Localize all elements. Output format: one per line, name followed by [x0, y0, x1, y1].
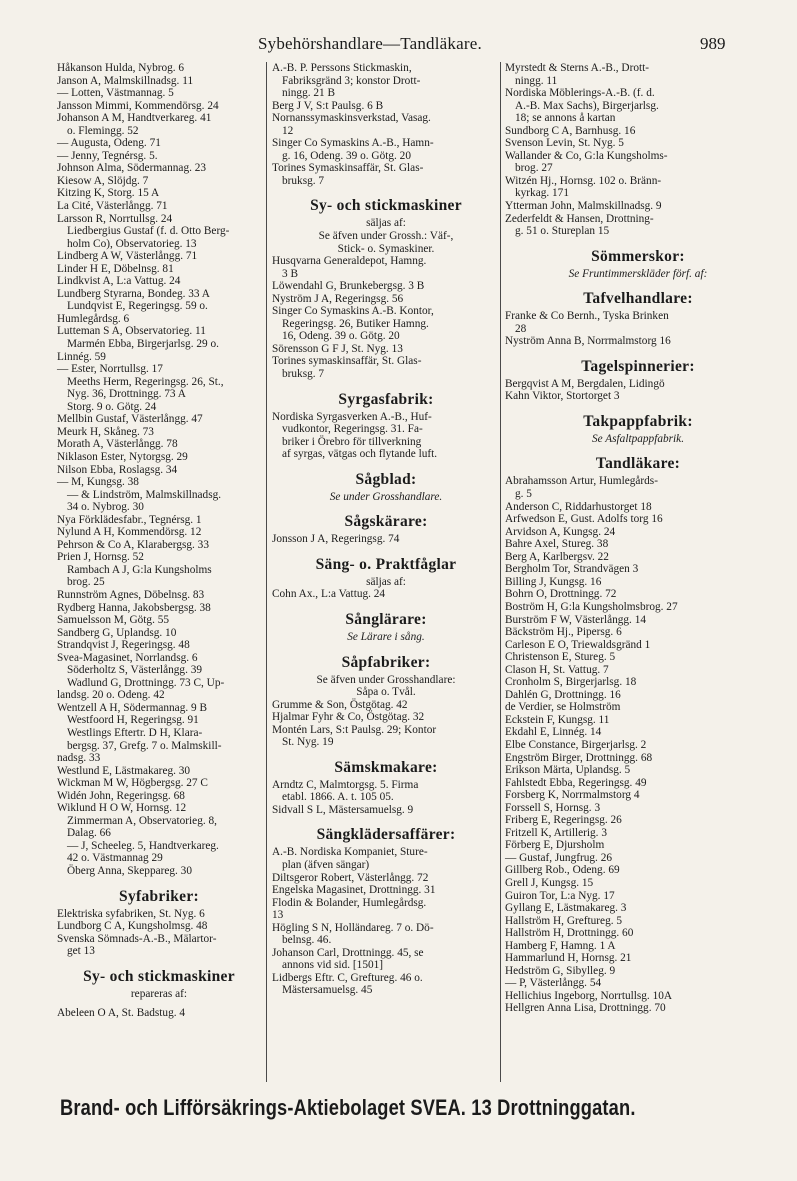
listing-line: Förberg E, Djursholm: [505, 839, 605, 852]
listing-line: Storg. 9 o. Götg. 24: [67, 400, 157, 413]
listing-line: — Jenny, Tegnérsg. 5.: [57, 149, 158, 162]
listing-line: Hjalmar Fyhr & Co, Östgötag. 32: [272, 711, 425, 724]
page-header: [0, 34, 797, 58]
listing-line: 12: [282, 124, 294, 137]
listing-line: Arndtz C, Malmtorgsg. 5. Firma: [272, 778, 419, 791]
listing-line: Forsberg K, Norrmalmstorg 4: [505, 789, 640, 802]
listing-line: Svenson Levin, St. Nyg. 5: [505, 137, 624, 150]
listing-line: Witzén Hj., Hornsg. 102 o. Bränn-: [505, 174, 662, 187]
listing-line: holm Co), Observatorieg. 13: [67, 237, 197, 250]
listing-group-moblering: [505, 62, 771, 238]
listing-group-sybehor: [57, 62, 261, 878]
listing-group-sagskarare: [272, 533, 500, 546]
listing-line: Liedbergius Gustaf (f. d. Otto Berg-: [67, 225, 230, 238]
listing-line: Nyström Anna B, Norrmalmstorg 16: [505, 335, 671, 348]
listing-group-sang-praktfaglar: [272, 588, 500, 601]
listing-line: Gyllang E, Lästmakareg. 3: [505, 902, 627, 915]
listing-line: Hallström H, Drottningg. 60: [505, 927, 634, 940]
section-heading-sagskarare: Sågskärare:: [344, 513, 428, 531]
section-subheading: Se under Grosshandlare.: [329, 490, 443, 503]
listing-line: Arfwedson E, Gust. Adolfs torg 16: [505, 513, 663, 526]
section-heading-sangkladersaffarer: Sängklädersaffärer:: [316, 826, 456, 844]
listing-line: Lindberg A W, Västerlångg. 71: [57, 250, 198, 263]
section-heading-sang-praktfaglar: Säng- o. Praktfåglar: [315, 555, 457, 573]
listing-line: Hallström H, Greftureg. 5: [505, 914, 623, 927]
listing-line: Kitzing K, Storg. 15 A: [57, 187, 160, 200]
listing-line: Torines Symaskinsaffär, St. Glas-: [272, 162, 424, 175]
listing-line: ningg. 21 B: [282, 87, 336, 100]
listing-line: Ekdahl E, Linnég. 14: [505, 726, 602, 739]
listing-line: Hedström G, Sibylleg. 9: [505, 964, 616, 977]
listing-line: o. Flemingg. 52: [67, 124, 139, 137]
listing-line: Wiklund H O W, Hornsg. 12: [57, 802, 187, 815]
listing-group-syrgasfabrik: [272, 411, 500, 461]
listing-line: — Ester, Norrtullsg. 17: [57, 363, 163, 376]
listing-line: get 13: [67, 945, 95, 958]
section-subheading: Se Lärare i sång.: [347, 630, 425, 643]
listing-line: Bahre Axel, Stureg. 38: [505, 538, 609, 551]
listing-line: etabl. 1866. A. t. 105 05.: [282, 791, 394, 804]
listing-line: Bergqvist A M, Bergdalen, Lidingö: [505, 377, 665, 390]
listing-group-tandlakare: [505, 475, 771, 1015]
column-1: [57, 62, 261, 1020]
listing-line: Cronholm S, Birgerjarlsg. 18: [505, 676, 637, 689]
listing-line: Runnström Agnes, Döbelnsg. 83: [57, 588, 205, 601]
listing-line: Rambach A J, G:la Kungsholms: [67, 563, 212, 576]
listing-line: Johnson Alma, Södermannag. 23: [57, 162, 207, 175]
listing-line: Montén Lars, S:t Paulsg. 29; Kontor: [272, 723, 437, 736]
column-divider-2: [500, 62, 501, 1082]
listing-line: brog. 27: [515, 162, 553, 175]
listing-line: Linnég. 59: [57, 350, 106, 363]
listing-line: Anderson C, Riddarhustorget 18: [505, 500, 652, 513]
listing-line: Söderholtz S, Västerlångg. 39: [67, 664, 203, 677]
listing-line: Diltsgeror Robert, Västerlångg. 72: [272, 871, 429, 884]
footer-advertisement: Brand- och Lifförsäkrings-Aktiebolaget SVEA. 13 Drottninggatan.: [60, 1095, 636, 1120]
listing-line: Christenson E, Stureg. 5: [505, 651, 616, 664]
listing-line: Franke & Co Bernh., Tyska Brinken: [505, 310, 669, 323]
listing-line: Torines symaskinsaffär, St. Glas-: [272, 355, 422, 368]
section-subheading: Stick- o. Symaskiner.: [337, 242, 435, 255]
section-heading-tafvelhandlare: Tafvelhandlare:: [583, 290, 693, 308]
listing-line: Fahlstedt Ebba, Regeringsg. 49: [505, 776, 647, 789]
listing-line: belnsg. 46.: [282, 934, 332, 947]
listing-line: Sandberg G, Uplandsg. 10: [57, 626, 177, 639]
listing-line: bruksg. 7: [282, 174, 325, 187]
listing-line: Rydberg Hanna, Jakobsbergsg. 38: [57, 601, 211, 614]
listing-line: Niklason Ester, Nytorgsg. 29: [57, 450, 188, 463]
listing-line: Janson A, Malmskillnadsg. 11: [57, 74, 194, 87]
listing-line: Flodin & Bolander, Humlegårdsg.: [272, 896, 427, 909]
listing-line: Pehrson & Co A, Klarabergsg. 33: [57, 538, 209, 551]
listing-line: Grumme & Son, Östgötag. 42: [272, 698, 408, 711]
listing-line: g. 51 o. Stureplan 15: [515, 225, 610, 238]
listing-line: Lutteman S A, Observatorieg. 11: [57, 325, 206, 338]
listing-line: Linder H E, Döbelnsg. 81: [57, 262, 174, 275]
listing-line: Nilson Ebba, Roslagsg. 34: [57, 463, 178, 476]
listing-line: Sundborg C A, Barnhusg. 16: [505, 124, 636, 137]
section-heading-tandlakare: Tandläkare:: [595, 455, 681, 473]
section-heading-sommerskor: Sömmerskor:: [591, 247, 685, 265]
listing-line: Larsson R, Norrtullsg. 24: [57, 212, 173, 225]
listing-group-sy-saljas: [272, 255, 500, 380]
listing-line: Nya Förklädesfabr., Tegnérsg. 1: [57, 513, 202, 526]
listing-line: Håkanson Hulda, Nybrog. 6: [57, 62, 185, 74]
listing-line: Elbe Constance, Birgerjarlsg. 2: [505, 738, 647, 751]
listing-line: Lundberg Styrarna, Bondeg. 33 A: [57, 287, 210, 300]
listing-line: Nyg. 36, Drottningg. 73 A: [67, 388, 186, 401]
listing-line: 42 o. Västmannag 29: [67, 852, 163, 865]
listing-line: 3 B: [282, 267, 299, 280]
section-heading-sagblad: Sågblad:: [355, 470, 417, 488]
listing-line: af syrgas, vätgas och flytande luft.: [282, 448, 438, 461]
listing-line: Nordiska Möblerings-A.-B. (f. d.: [505, 87, 655, 100]
listing-group-tafvelhandlare: [505, 310, 771, 348]
listing-line: Wentzell A H, Södermannag. 9 B: [57, 701, 208, 714]
listing-line: Wallander & Co, G:la Kungsholms-: [505, 149, 668, 162]
listing-line: g. 16, Odeng. 39 o. Götg. 20: [282, 149, 411, 162]
listing-line: Eckstein F, Kungsg. 11: [505, 713, 610, 726]
listing-line: vudkontor, Regeringsg. 31. Fa-: [282, 423, 423, 436]
listing-line: g. 5: [515, 488, 532, 501]
section-heading-sy-repareras: Sy- och stickmaskiner: [83, 967, 235, 985]
listing-line: Jansson Mimmi, Kommendörsg. 24: [57, 99, 219, 112]
listing-line: Abeleen O A, St. Badstug. 4: [57, 1007, 186, 1020]
section-heading-sy-saljas: Sy- och stickmaskiner: [310, 197, 462, 215]
listing-line: Lundborg C A, Kungsholmsg. 48: [57, 920, 208, 933]
section-subheading: säljas af:: [366, 575, 406, 588]
listing-line: — & Lindström, Malmskillnadsg.: [67, 488, 222, 501]
listing-line: brog. 25: [67, 576, 105, 589]
listing-line: Meurk H, Skåneg. 73: [57, 425, 154, 438]
page-title: Sybehörshandlare—Tandläkare.: [258, 34, 482, 53]
listing-line: nadsg. 33: [57, 752, 101, 765]
listing-line: La Cité, Västerlångg. 71: [57, 200, 168, 213]
listing-line: Elektriska syfabriken, St. Nyg. 6: [57, 907, 205, 920]
listing-line: Lundqvist E, Regeringsg. 59 o.: [67, 300, 208, 313]
listing-line: Nyström J A, Regeringsg. 56: [272, 292, 404, 305]
listing-line: Zimmerman A, Observatorieg. 8,: [67, 814, 217, 827]
listing-line: Friberg E, Regeringsg. 26: [505, 814, 622, 827]
listing-group-syfabriker: [57, 908, 261, 958]
listing-line: — Lotten, Västmannag. 5: [57, 87, 174, 100]
listing-line: A.-B. Nordiska Kompaniet, Sture-: [272, 846, 428, 859]
listing-line: Dahlén G, Drottningg. 16: [505, 688, 621, 701]
listing-line: Erikson Märta, Uplandsg. 5: [505, 764, 631, 777]
listing-line: Husqvarna Generaldepot, Hamng.: [272, 255, 427, 268]
listing-line: 16, Odeng. 39 o. Götg. 20: [282, 330, 400, 343]
listing-line: 34 o. Nybrog. 30: [67, 501, 144, 514]
listing-line: Johanson Carl, Drottningg. 45, se: [272, 946, 424, 959]
listing-line: Fabriksgränd 3; konstor Drott-: [282, 74, 421, 87]
section-heading-tagelspinnerier: Tagelspinnerier:: [581, 357, 695, 375]
section-heading-sapfabriker: Såpfabriker:: [341, 653, 431, 671]
listing-line: Högling S N, Holländareg. 7 o. Dö-: [272, 921, 434, 934]
column-3: [505, 62, 771, 1015]
listing-line: Samuelsson M, Götg. 55: [57, 614, 170, 627]
listing-line: Engelska Magasinet, Drottningg. 31: [272, 884, 436, 897]
section-subheading: repareras af:: [130, 987, 188, 1000]
listing-group-sapfabriker: [272, 699, 500, 749]
listing-line: Öberg Anna, Skeppareg. 30: [67, 865, 192, 877]
listing-line: — M, Kungsg. 38: [57, 476, 139, 489]
listing-line: St. Nyg. 19: [282, 736, 334, 749]
listing-line: A.-B. Max Sachs), Birgerjarlsg.: [515, 99, 659, 112]
section-heading-sanglarare: Sånglärare:: [345, 610, 427, 628]
listing-line: Svenska Sömnads-A.-B., Mälartor-: [57, 932, 217, 945]
listing-line: Dalag. 66: [67, 827, 111, 840]
listing-line: 28: [515, 322, 527, 335]
listing-line: Svea-Magasinet, Norrlandsg. 6: [57, 651, 198, 664]
listing-line: Nornanssymaskinsverkstad, Vasag.: [272, 112, 431, 125]
listing-line: — J, Scheeleg. 5, Handtverkareg.: [67, 839, 219, 852]
listing-line: Löwendahl G, Brunkebergsg. 3 B: [272, 280, 425, 293]
listing-line: Myrstedt & Sterns A.-B., Drott-: [505, 62, 650, 74]
listing-line: Sörensson G F J, St. Nyg. 13: [272, 342, 403, 355]
listing-line: — Gustaf, Jungfrug. 26: [505, 851, 612, 864]
listing-line: Humlegårdsg. 6: [57, 312, 130, 325]
listing-line: Hellichius Ingeborg, Norrtullsg. 10A: [505, 989, 673, 1002]
section-heading-takpappfabrik: Takpappfabrik:: [583, 412, 693, 430]
listing-line: Boström H, G:la Kungsholmsbrog. 27: [505, 600, 678, 613]
listing-line: 18; se annons å kartan: [515, 112, 616, 125]
listing-line: Bergholm Tor, Strandvägen 3: [505, 563, 639, 576]
listing-line: Abrahamsson Artur, Humlegårds-: [505, 475, 658, 488]
listing-line: Nordiska Syrgasverken A.-B., Huf-: [272, 410, 432, 423]
page-number: 989: [700, 34, 726, 53]
listing-line: Forssell S, Hornsg. 3: [505, 801, 601, 814]
listing-line: Singer Co Symaskins A.-B. Kontor,: [272, 305, 434, 318]
listing-line: Guiron Tor, L:a Nyg. 17: [505, 889, 615, 902]
listing-line: briker i Örebro för tillverkning: [282, 435, 422, 448]
listing-line: Mästersamuelsg. 45: [282, 984, 373, 997]
listing-line: Sidvall S L, Mästersamuelsg. 9: [272, 803, 414, 816]
listing-line: Prien J, Hornsg. 52: [57, 551, 144, 564]
listing-line: Hamberg F, Hamng. 1 A: [505, 939, 616, 952]
section-subheading: Se Asfaltpappfabrik.: [591, 432, 685, 445]
section-subheading: Se Fruntimmerskläder förf. af:: [568, 267, 708, 280]
listing-line: 13: [272, 909, 284, 922]
listing-group-tagelspinnerier: [505, 378, 771, 403]
listing-line: Johanson A M, Handtverkareg. 41: [57, 112, 212, 125]
listing-line: Singer Co Symaskins A.-B., Hamn-: [272, 137, 434, 150]
listing-line: Fritzell K, Artillerig. 3: [505, 826, 607, 839]
listing-line: Westfoord H, Regeringsg. 91: [67, 714, 199, 727]
section-subheading: Se äfven under Grosshandlare:: [316, 673, 456, 686]
listing-line: Kahn Viktor, Stortorget 3: [505, 390, 620, 403]
listing-line: Westlings Eftertr. D H, Klara-: [67, 726, 203, 739]
listing-line: Widén John, Regeringsg. 68: [57, 789, 185, 802]
listing-line: Lindkvist A, L:a Vattug. 24: [57, 275, 181, 288]
section-subheading: säljas af:: [366, 217, 406, 230]
section-heading-syfabriker: Syfabriker:: [119, 887, 199, 905]
listing-line: — Augusta, Odeng. 71: [57, 137, 161, 150]
listing-line: Regeringsg. 26, Butiker Hamng.: [282, 317, 429, 330]
listing-line: Billing J, Kungsg. 16: [505, 575, 602, 588]
listing-line: Burström F W, Västerlångg. 14: [505, 613, 647, 626]
listing-line: A.-B. P. Perssons Stickmaskin,: [272, 62, 412, 74]
listing-line: Lidbergs Eftr. C, Greftureg. 46 o.: [272, 971, 423, 984]
listing-group-sangkladersaffarer: [272, 846, 500, 997]
listing-line: Marmén Ebba, Birgerjarlsg. 29 o.: [67, 338, 219, 351]
listing-line: Bäckström Hj., Pipersg. 6: [505, 626, 622, 639]
listing-line: Engström Birger, Drottningg. 68: [505, 751, 653, 764]
listing-line: kyrkag. 171: [515, 187, 569, 200]
section-subheading: Se äfven under Grossh.: Väf-,: [318, 230, 454, 243]
column-divider-1: [266, 62, 267, 1082]
listing-line: Wickman M W, Högbergsg. 27 C: [57, 777, 208, 790]
listing-line: de Verdier, se Holmström: [505, 701, 621, 714]
listing-group-stickmaskin: [272, 62, 500, 187]
section-subheading: Såpa o. Tvål.: [356, 686, 416, 699]
listing-line: Hammarlund H, Hornsg. 21: [505, 952, 632, 965]
listing-line: Clason H, St. Vattug. 7: [505, 663, 609, 676]
listing-line: Wadlund G, Drottningg. 73 C, Up-: [67, 676, 225, 689]
listing-line: annons vid sid. [1501]: [282, 959, 384, 972]
listing-group-samskmakare: [272, 779, 500, 817]
section-heading-samskmakare: Sämskmakare:: [334, 758, 438, 776]
listing-line: landsg. 20 o. Odeng. 42: [57, 689, 165, 702]
listing-line: Carleson E O, Triewaldsgränd 1: [505, 638, 651, 651]
listing-line: Ytterman John, Malmskillnadsg. 9: [505, 200, 662, 213]
listing-line: Hellgren Anna Lisa, Drottningg. 70: [505, 1002, 666, 1015]
listing-line: Zederfeldt & Hansen, Drottning-: [505, 212, 654, 225]
section-heading-syrgasfabrik: Syrgasfabrik:: [338, 390, 434, 408]
listing-line: Arvidson A, Kungsg. 24: [505, 525, 616, 538]
listing-line: Kiesow A, Slöjdg. 7: [57, 174, 149, 187]
listing-line: Cohn Ax., L:a Vattug. 24: [272, 588, 386, 601]
listing-line: Mellbin Gustaf, Västerlångg. 47: [57, 413, 203, 426]
listing-line: plan (äfven sängar): [282, 858, 370, 871]
listing-group-sy-repareras: [57, 1007, 261, 1020]
listing-line: — P, Västerlångg. 54: [505, 977, 602, 990]
listing-line: bergsg. 37, Grefg. 7 o. Malmskill-: [67, 739, 222, 752]
listing-line: ningg. 11: [515, 74, 558, 87]
listing-line: Jonsson J A, Regeringsg. 74: [272, 533, 400, 546]
column-2: [272, 62, 500, 997]
listing-line: Berg J V, S:t Paulsg. 6 B: [272, 99, 384, 112]
listing-line: Morath A, Västerlångg. 78: [57, 438, 178, 451]
listing-line: Grell J, Kungsg. 15: [505, 876, 594, 889]
listing-line: Nylund A H, Kommendörsg. 12: [57, 526, 202, 539]
listing-line: Bohrn O, Drottningg. 72: [505, 588, 617, 601]
listing-line: Gillberg Rob., Odeng. 69: [505, 864, 620, 877]
listing-line: Strandqvist J, Regeringsg. 48: [57, 639, 190, 652]
listing-line: Meeths Herm, Regeringsg. 26, St.,: [67, 375, 224, 388]
listing-line: bruksg. 7: [282, 368, 325, 381]
listing-line: Westlund E, Lästmakareg. 30: [57, 764, 191, 777]
listing-line: Berg A, Karlbergsv. 22: [505, 550, 609, 563]
